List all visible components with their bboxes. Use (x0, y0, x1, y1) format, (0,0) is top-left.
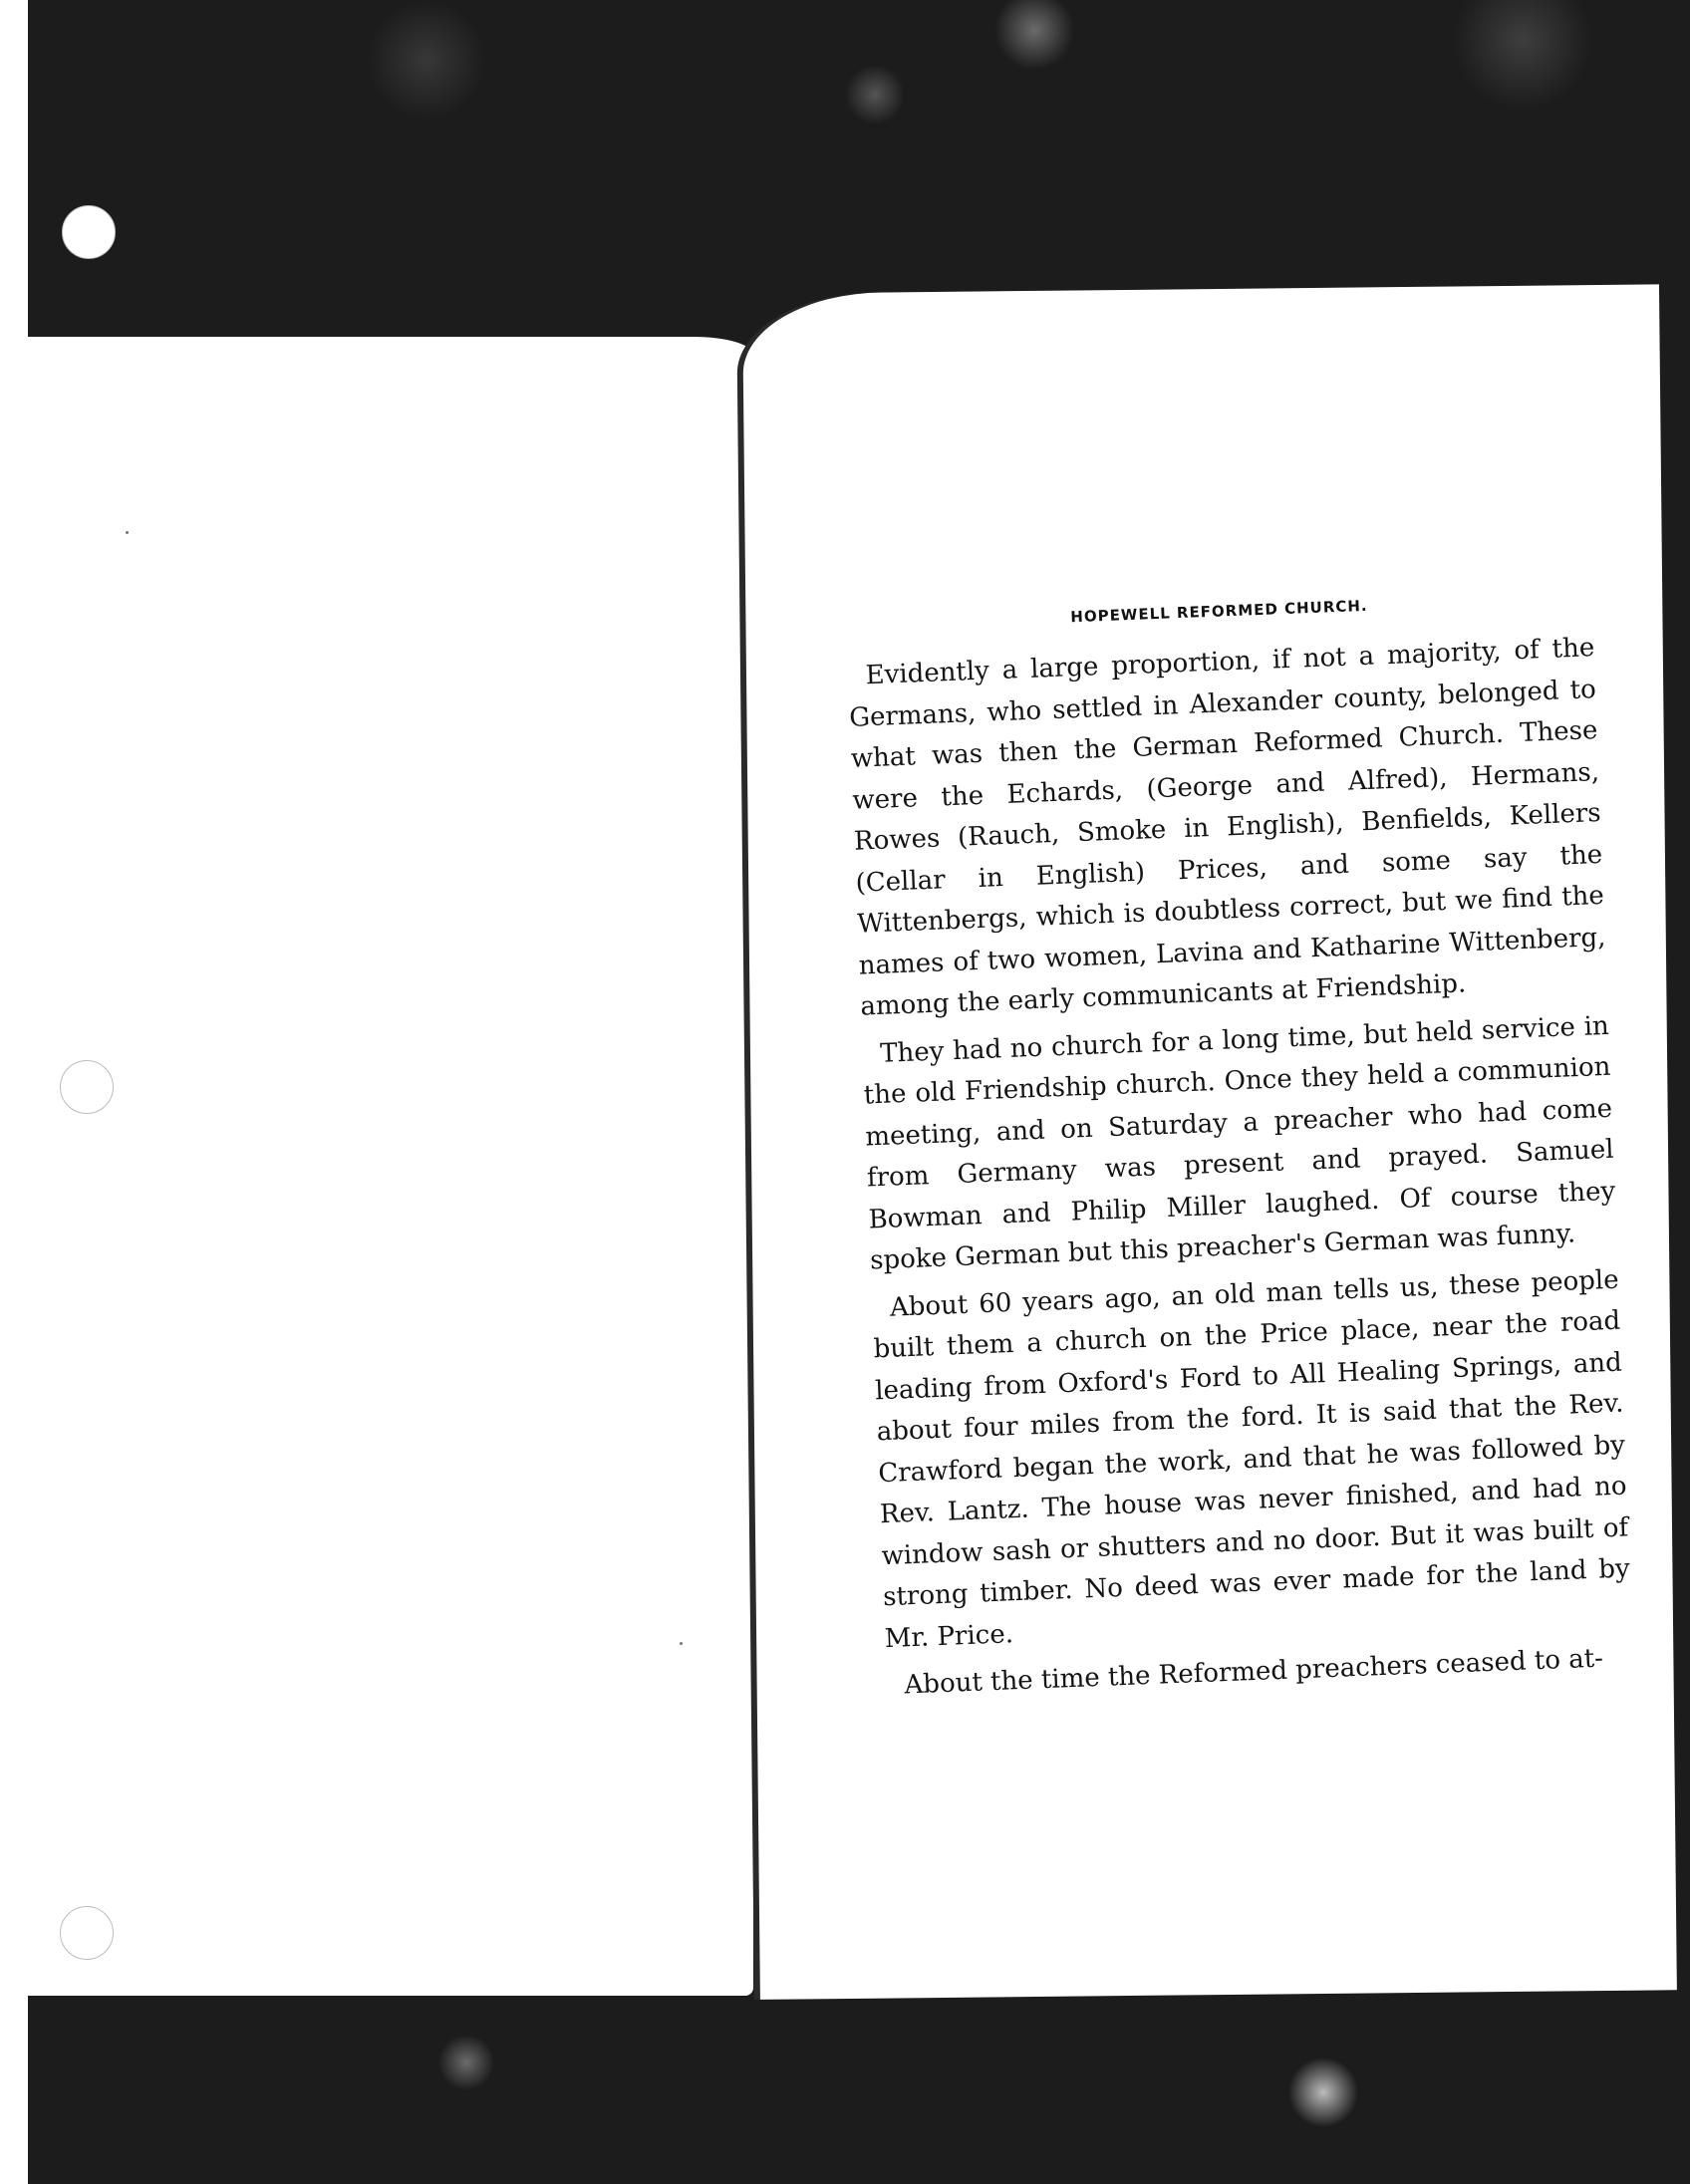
paragraph-1: Evidently a large proportion, if not a majority, of the Germans, who settled in Alexander county, belonged to what was then the German Reformed Church. These were the Echards, (George and Alfred), Hermans, Rowes (Rauch, Smoke in English), Benfields, Kellers (Cellar in English) Prices, and some say the Wittenbergs, which is doubtless correct, but we find the names of two women, Lavina and Katharine Wittenberg, among the early communicants at Friendship. (848, 633, 1606, 1022)
speck (126, 531, 129, 534)
right-page (742, 284, 1677, 2000)
page-text-block (845, 588, 1634, 1713)
binder-hole-bottom (60, 1906, 114, 1960)
binder-hole-top (62, 205, 116, 259)
speck (680, 1642, 683, 1645)
paragraph-4: About the time the Reformed preachers ceased to at- (904, 1643, 1604, 1701)
paragraph-2: They had no church for a long time, but held service in the old Friendship church. Once they held a communion meeting, and on Saturday a preacher who had come from Germany was present and prayed. Samuel Bowman and Philip Miller laughed. Of course they spoke German but this preacher's German was funny. (863, 1010, 1616, 1276)
binder-hole-middle (60, 1060, 114, 1114)
left-page-blank (14, 337, 753, 1996)
paragraph-3: About 60 years ago, an old man tells us, these people built them a church on the Price place, near the road leading from Oxford's Ford to All Healing Springs, and about four miles from the ford. It is said that the Rev. Crawford began the work, and that he was followed by Rev. Lantz. The house was never finished, and had no window sash or shutters and no door. But it was built of strong timber. No deed was ever made for the land by Mr. Price. (873, 1264, 1631, 1654)
page-heading: HOPEWELL REFORMED CHURCH. (1070, 596, 1368, 627)
